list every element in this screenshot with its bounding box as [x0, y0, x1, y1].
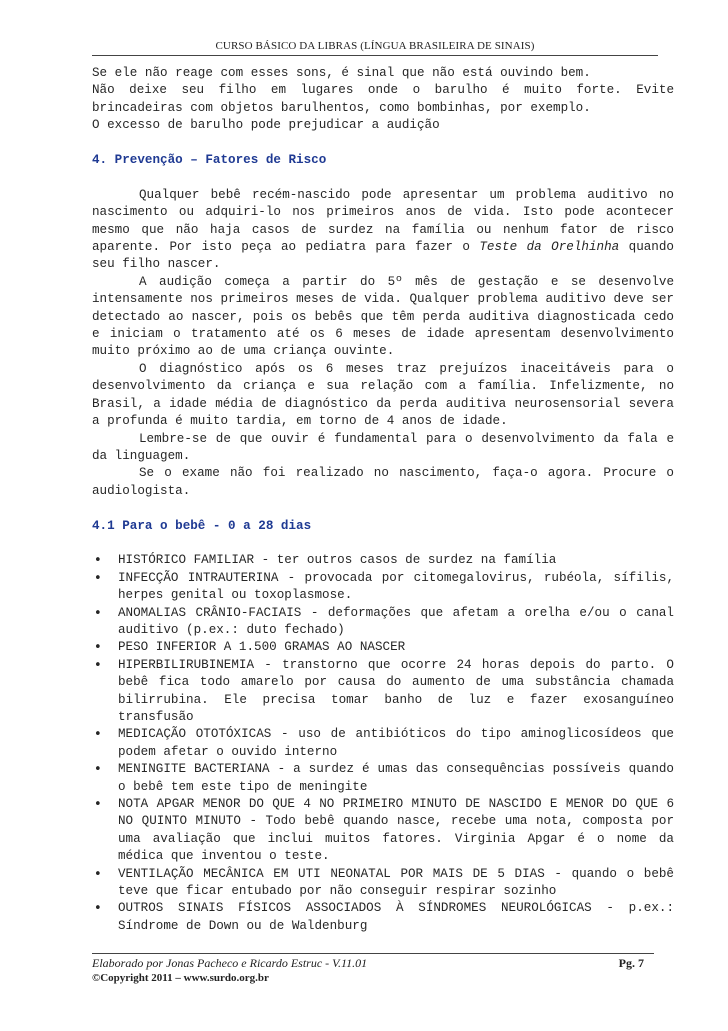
list-item-text: PESO INFERIOR A 1.500 GRAMAS AO NASCER	[118, 640, 406, 655]
section-4-paragraph-2: A audição começa a partir do 5º mês de gestação e se desenvolve intensamente nos primeiros meses de vida. Qualquer problema auditivo deve ser detectado ao nascer, pois os bebês que têm perda auditiva diagnosticada cedo e iniciam o tratamento até os 6 meses de idade apresentam desenvolvimento muito próximo ao de uma criança ouvinte.	[92, 274, 674, 359]
list-item	[92, 570, 674, 605]
list-item-text: ANOMALIAS CRÂNIO-FACIAIS - deformações que afetam a orelha e/ou o canal auditivo (p.ex.: duto fechado)	[118, 605, 674, 637]
paragraph-text: Qualquer bebê recém-nascido pode apresentar um problema auditivo no nascimento ou adquiri-lo nos primeiros anos de vida. Isto pode acontecer mesmo que não haja casos de surdez na família ou nenhum fator de risco aparente. Por isto peça ao pediatra para fazer o	[92, 187, 674, 255]
list-item	[92, 639, 674, 656]
footer-divider	[92, 953, 654, 954]
list-item-text: VENTILAÇÃO MECÂNICA EM UTI NEONATAL POR MAIS DE 5 DIAS - quando o bebê teve que ficar entubado por não conseguir respirar sozinho	[118, 866, 674, 899]
list-item-text: NOTA APGAR MENOR DO QUE 4 NO PRIMEIRO MINUTO DE NASCIDO E MENOR DO QUE 6 NO QUINTO MINUTO - Todo bebê quando nasce, recebe uma nota, composta por uma avaliação que inclui muitos fatores. Virginia Apgar é o nome da médica que inventou o teste.	[118, 797, 674, 864]
footer-copyright: ©Copyright 2011 – www.surdo.org.br	[92, 972, 269, 984]
bullet-icon: •	[94, 657, 102, 673]
list-item-text: INFECÇÃO INTRAUTERINA - provocada por citomegalovirus, rubéola, sífilis, herpes genital ou toxoplasmose.	[118, 570, 674, 603]
intro-paragraph-1: Se ele não reage com esses sons, é sinal que não está ouvindo bem.	[92, 66, 591, 80]
list-item-text: MENINGITE BACTERIANA - a surdez é umas das consequências possíveis quando o bebê tem este tipo de meningite	[118, 762, 674, 794]
list-item	[92, 605, 674, 640]
bullet-icon: •	[94, 797, 102, 812]
bullet-icon: •	[94, 866, 102, 882]
section-4-paragraph-4: Lembre-se de que ouvir é fundamental para o desenvolvimento da fala e da linguagem.	[92, 431, 674, 463]
section-4-paragraph-3: O diagnóstico após os 6 meses traz prejuízos inaceitáveis para o desenvolvimento da criança e sua relação com a família. Infelizmente, no Brasil, a idade média de diagnóstico da perda auditiva neurosensorial severa a profunda é muito tardia, em torno de 4 anos de idade.	[92, 361, 674, 429]
section-4-paragraph-1	[92, 187, 674, 274]
bullet-icon: •	[94, 640, 102, 656]
list-item	[92, 761, 674, 796]
page-body	[92, 65, 674, 935]
bullet-icon: •	[94, 605, 102, 621]
paragraph-text: quando seu filho nascer.	[92, 240, 674, 272]
list-item	[92, 726, 674, 761]
intro-paragraph-2: Não deixe seu filho em lugares onde o barulho é muito forte. Evite brincadeiras com objetos barulhentos, como bombinhas, por exemplo.	[92, 83, 674, 115]
bullet-icon: •	[94, 901, 102, 917]
list-item	[92, 796, 674, 866]
list-item	[92, 657, 674, 727]
page-footer	[92, 956, 650, 984]
risk-factor-list	[92, 552, 674, 935]
list-item	[92, 900, 674, 935]
list-item-text: HISTÓRICO FAMILIAR - ter outros casos de surdez na família	[118, 553, 557, 568]
teste-orelhinha-term: Teste da Orelhinha	[479, 240, 620, 255]
page-header: CURSO BÁSICO DA LIBRAS (LÍNGUA BRASILEIRA DE SINAIS)	[215, 40, 535, 52]
list-item-text: MEDICAÇÃO OTOTÓXICAS - uso de antibióticos do tipo aminoglicosídeos que podem afetar o ouvido interno	[118, 727, 674, 759]
page-number: Pg. 7	[618, 956, 644, 970]
section-4-heading: 4. Prevenção – Fatores de Risco	[92, 153, 327, 168]
section-4-paragraph-5: Se o exame não foi realizado no nascimento, faça-o agora. Procure o audiologista.	[92, 466, 674, 498]
list-item-text: HIPERBILIRUBINEMIA - transtorno que ocorre 24 horas depois do parto. O bebê fica todo amarelo por causa do aumento de uma substância chamada bilirrubina. Ele precisa tomar banho de luz e fazer exosanguíneo transfusão	[118, 657, 674, 724]
list-item	[92, 866, 674, 901]
bullet-icon: •	[94, 570, 102, 586]
bullet-icon: •	[94, 553, 102, 569]
section-4-1-heading: 4.1 Para o bebê - 0 a 28 dias	[92, 518, 312, 533]
intro-paragraph-3: O excesso de barulho pode prejudicar a audição	[92, 118, 440, 133]
list-item-text: OUTROS SINAIS FÍSICOS ASSOCIADOS À SÍNDROMES NEUROLÓGICAS - p.ex.: Síndrome de Down ou de Waldenburg	[118, 901, 674, 933]
header-divider	[92, 55, 658, 56]
bullet-icon: •	[94, 762, 102, 778]
footer-credit: Elaborado por Jonas Pacheco e Ricardo Estruc - V.11.01	[92, 956, 368, 970]
bullet-icon: •	[94, 727, 102, 743]
list-item	[92, 552, 674, 569]
